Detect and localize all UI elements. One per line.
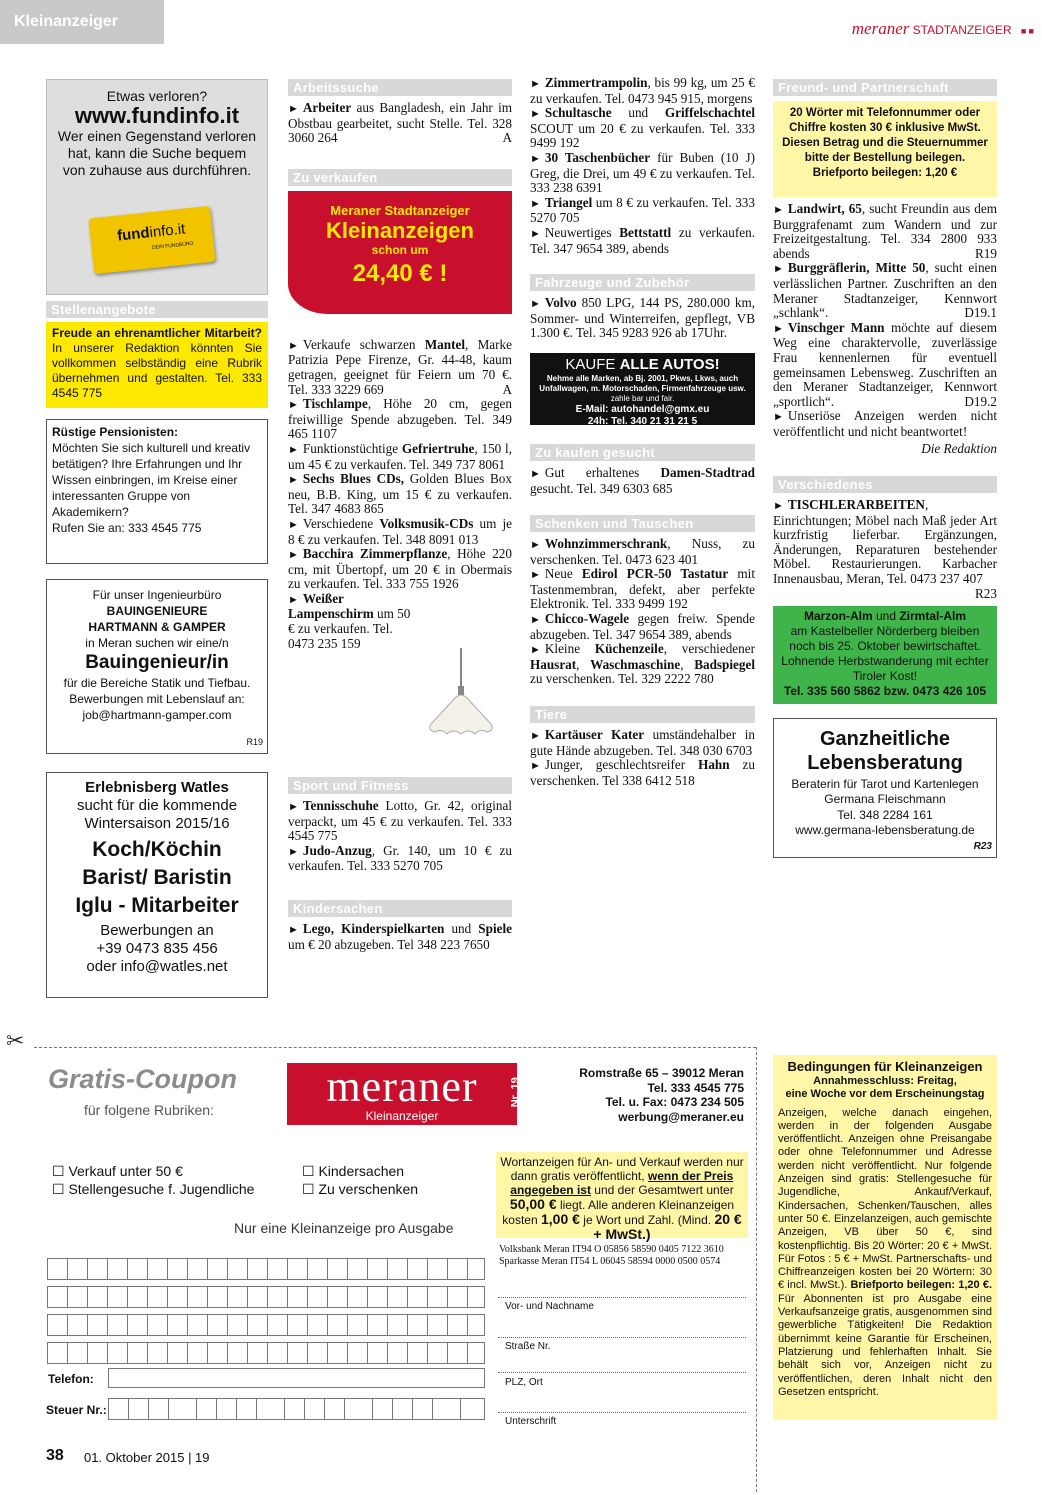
price-t2: wenn der Preis angegeben ist <box>510 1169 734 1197</box>
grid-cell[interactable] <box>368 1315 388 1335</box>
header-fahrzeuge <box>530 274 755 291</box>
header-stellenangebote-text: Stellenangebote <box>51 302 156 317</box>
engineer-email: job@hartmann-gamper.com <box>82 708 232 722</box>
option-verkauf[interactable]: ☐ Verkauf unter 50 € <box>52 1163 183 1179</box>
leben-ref: R23 <box>973 841 992 853</box>
classified-lego: ► Lego, Kinderspielkarten und Spiele um € 20 abzugeben. Tel 348 223 7650 <box>288 920 512 952</box>
grid-cell[interactable] <box>348 1259 368 1279</box>
grid-cell[interactable] <box>468 1259 485 1279</box>
classified-judo: ► Judo-Anzug, Gr. 140, um 10 € zu verkaufen. Tel. 333 5270 705 <box>288 842 512 874</box>
steuer-label: Steuer Nr.: <box>46 1403 107 1417</box>
coupon-title: Gratis-Coupon <box>48 1064 237 1094</box>
classified-trampolin: ► Zimmertrampolin, bis 99 kg, um 25 € zu verkaufen. Tel. 0473 945 915, morgens <box>530 75 755 106</box>
steuer-cell[interactable] <box>433 1399 461 1419</box>
engineer-l2: BAUINGENIEURE <box>106 604 208 618</box>
promo-l3: schon um <box>371 242 429 257</box>
card-logo-a: fund <box>116 224 151 245</box>
price-info <box>496 1152 748 1242</box>
grid-cell[interactable] <box>228 1287 248 1307</box>
grid-cell[interactable] <box>48 1259 68 1279</box>
steuer-cell[interactable] <box>217 1399 237 1419</box>
street-label: Straße Nr. <box>505 1341 551 1352</box>
grid-cell[interactable] <box>348 1343 368 1363</box>
text-row-4[interactable] <box>47 1342 485 1364</box>
header-tiere <box>530 706 755 723</box>
page-number: 38 <box>46 1447 64 1464</box>
fundinfo-line1: Etwas verloren? <box>106 88 208 104</box>
grid-cell[interactable] <box>248 1259 268 1279</box>
engineer-l5: für die Bereiche Statik und Tiefbau. <box>63 676 251 690</box>
brand-script: meraner <box>851 19 910 38</box>
volunteer-ad <box>46 322 268 408</box>
grid-cell[interactable] <box>108 1315 128 1335</box>
header-schenken <box>530 515 755 532</box>
classified-burggraeflerin: ► Burggräflerin, Mitte 50, sucht einen verlässlichen Partner. Zuschriften an den Meraner Stadtanzeiger, Kennwort „schlank“. D19.1 <box>773 260 997 321</box>
header-arbeitssuche <box>288 79 512 96</box>
steuer-cell[interactable] <box>393 1399 413 1419</box>
steuer-cell[interactable] <box>305 1399 325 1419</box>
header-sport-text: Sport und Fitness <box>293 778 409 793</box>
grid-cell[interactable] <box>288 1343 308 1363</box>
grid-cell[interactable] <box>288 1315 308 1335</box>
grid-cell[interactable] <box>268 1343 288 1363</box>
grid-cell[interactable] <box>228 1259 248 1279</box>
pensioners-ad <box>46 419 268 564</box>
steuer-cell[interactable] <box>109 1399 129 1419</box>
grid-cell[interactable] <box>328 1259 348 1279</box>
header-stellenangebote <box>46 301 268 318</box>
grid-cell[interactable] <box>308 1259 328 1279</box>
grid-cell[interactable] <box>428 1287 448 1307</box>
addr4: werbung@meraner.eu <box>618 1109 744 1124</box>
grid-cell[interactable] <box>408 1287 428 1307</box>
header-fahrzeuge-text: Fahrzeuge und Zubehör <box>535 275 690 291</box>
grid-cell[interactable] <box>468 1287 485 1307</box>
engineer-ref: R19 <box>246 737 263 747</box>
alm-and: und <box>872 608 900 623</box>
redaktion-signature: Die Redaktion <box>921 440 997 456</box>
grid-cell[interactable] <box>168 1315 188 1335</box>
grid-cell[interactable] <box>148 1315 168 1335</box>
autos-l2: ALLE AUTOS! <box>619 355 720 373</box>
price-t7: je Wort und Zahl. (Mind. <box>579 1213 715 1227</box>
name-label: Vor- und Nachname <box>505 1301 594 1312</box>
classified-taschenbuecher: ► 30 Taschenbücher für Buben (10 J) Greg, die Drei, um 49 € zu verkaufen. Tel. 333 238 6391 <box>530 149 755 196</box>
phone-field[interactable] <box>108 1368 485 1388</box>
autos-l4: zahle bar und fair. <box>610 393 675 403</box>
conditions-box <box>773 1055 997 1420</box>
classified-chicco: ► Chicco-Wagele gegen freiw. Spende abzugeben. Tel. 347 9654 389, abends <box>530 611 755 642</box>
grid-cell[interactable] <box>368 1343 388 1363</box>
grid-cell[interactable] <box>308 1287 328 1307</box>
grid-cell[interactable] <box>428 1343 448 1363</box>
grid-cell[interactable] <box>88 1259 108 1279</box>
watles-l1: Erlebnisberg Watles <box>85 779 229 796</box>
fundinfo-card <box>88 206 215 274</box>
classified-schultasche: ► Schultasche und Griffelschachtel SCOUT um 20 € zu verkaufen. Tel. 333 9499 192 <box>530 105 755 151</box>
header-gesucht <box>530 444 755 461</box>
section-title: Kleinanzeiger <box>14 13 119 30</box>
classified-wohnzimmerschrank: ► Wohnzimmerschrank, Nuss, zu verschenken. Tel. 0473 623 401 <box>530 536 755 567</box>
partner-note-text: 20 Wörter mit Telefonnummer oder Chiffre kosten 30 € inklusive MwSt. Diesen Betrag und die Steuernummer bitte der Bestellung beilegen. Briefporto beilegen: 1,20 € <box>782 107 988 179</box>
watles-ad <box>46 772 268 998</box>
classified-zimmerpflanze: ► Bacchira Zimmerpflanze, Höhe 220 cm, mit Übertopf, um 20 € in Obermais zu verkaufen. Tel. 333 755 1926 <box>288 546 512 592</box>
steuer-cell[interactable] <box>373 1399 393 1419</box>
leben-phone: Tel. 348 2284 161 <box>837 807 933 822</box>
grid-cell[interactable] <box>348 1315 368 1335</box>
header-partner <box>773 79 997 96</box>
coupon-logo-sub: Kleinanzeiger <box>365 1109 439 1123</box>
classified-damenrad: ► Gut erhaltenes Damen-Stadtrad gesucht. Tel. 349 6303 685 <box>530 464 755 496</box>
autos-l1: KAUFE <box>565 355 620 373</box>
addr2: Tel. 333 4545 775 <box>647 1080 744 1095</box>
brand-logo <box>851 19 1034 39</box>
grid-cell[interactable] <box>148 1343 168 1363</box>
fundinfo-url[interactable]: www.fundinfo.it <box>74 103 240 128</box>
option-verschenken[interactable]: ☐ Zu verschenken <box>302 1181 419 1197</box>
grid-cell[interactable] <box>148 1287 168 1307</box>
price-t4: 50,00 € <box>509 1196 557 1212</box>
option-kindersachen[interactable]: ☐ Kindersachen <box>302 1163 405 1179</box>
leben-l3: Beraterin für Tarot und Kartenlegen <box>791 776 979 791</box>
grid-cell[interactable] <box>68 1287 88 1307</box>
grid-cell[interactable] <box>168 1287 188 1307</box>
classified-hahn: ► Junger, geschlechtsreifer Hahn zu verschenken. Tel 338 6412 518 <box>530 757 755 788</box>
header-verschiedenes <box>773 476 997 493</box>
watles-email: oder info@watles.net <box>86 958 228 975</box>
column-3 <box>530 76 755 788</box>
addr3: Tel. u. Fax: 0473 234 505 <box>605 1095 744 1109</box>
pensioners-text: Möchten Sie sich kulturell und kreativ betätigen? Ihre Erfahrungen und Ihr Wissen einbringen, im Kreise einer interessanten Gruppe von Akademikern? <box>52 441 251 519</box>
grid-cell[interactable] <box>368 1287 388 1307</box>
column-2-lower <box>288 777 512 952</box>
grid-cell[interactable] <box>148 1259 168 1279</box>
watles-l3: Wintersaison 2015/16 <box>84 815 230 832</box>
steuer-cell[interactable] <box>257 1399 285 1419</box>
grid-cell[interactable] <box>308 1315 328 1335</box>
grid-cell[interactable] <box>108 1343 128 1363</box>
bank-sparkasse: Sparkasse Meran IT54 L 06045 58594 0000 0500 0574 <box>499 1256 721 1267</box>
leben-l1: Ganzheitliche <box>819 727 951 750</box>
promo-box <box>288 191 512 314</box>
signature-line[interactable] <box>498 1412 746 1413</box>
header-tiere-text: Tiere <box>535 707 568 723</box>
steuer-cell[interactable] <box>325 1399 345 1419</box>
coupon-logo <box>287 1062 522 1125</box>
city-line[interactable] <box>498 1372 746 1373</box>
volunteer-text: In unserer Redaktion könnten Sie vollkommen selbständig eine Rubrik übernehmen und gestalten. Tel. 333 4545 775 <box>52 341 262 400</box>
grid-cell[interactable] <box>108 1287 128 1307</box>
grid-cell[interactable] <box>268 1259 288 1279</box>
grid-cell[interactable] <box>88 1315 108 1335</box>
grid-cell[interactable] <box>308 1343 328 1363</box>
grid-cell[interactable] <box>448 1343 468 1363</box>
classified-bettstattl: ► Neuwertiges Bettstattl zu verkaufen. Tel. 347 9654 389, abends <box>530 224 755 256</box>
classified-vinschger: ► Vinschger Mann möchte auf diesem Weg eine charaktervolle, zuverlässige Frau kennenlernen für eventuell gemeinsamen Lebensweg. Zuschriften an den Meraner Stadtanzeiger, Kennwort „sportlich“. D19.2 <box>773 319 998 409</box>
grid-cell[interactable] <box>368 1259 388 1279</box>
classified-triangel: ► Triangel um 8 € zu verkaufen. Tel. 333 5270 705 <box>530 194 755 226</box>
watles-job1: Koch/Köchin <box>92 838 222 861</box>
grid-cell[interactable] <box>208 1343 228 1363</box>
alm-text: am Kastelbeller Nörderberg bleiben noch bis 25. Oktober bewirtschaftet. Lohnende Herbstwanderung mit echter Tiroler Kost! <box>781 623 989 683</box>
grid-cell[interactable] <box>388 1287 408 1307</box>
issue-date: 01. Oktober 2015 | 19 <box>84 1450 210 1465</box>
cut-line <box>34 1047 756 1048</box>
classified-kater: ► Kartäuser Kater umständehalber in gute Hände abzugeben. Tel. 348 030 6703 <box>530 727 755 758</box>
header-kinder <box>288 900 512 917</box>
steuer-cell[interactable] <box>285 1399 305 1419</box>
grid-cell[interactable] <box>228 1343 248 1363</box>
conditions-text: Anzeigen, welche danach eingehen, werden in der folgenden Ausgabe veröffentlicht. Anzeigen ohne Preisangabe oder ohne Telefonnummer und Adresse werden nicht veröffentlicht. Nur folgende Anzeigen sind gratis: Stellengesuche für Jugendliche, Ankauf/Verkauf, Kindersachen, Schenken/Tauschen, alles unter 50 €. Einzelanzeigen, auch gemischte Anzeigen, VB über 50 €, sind kostenpflichtig. Bis 20 Wörter: 20 € + MwSt. Für Fotos : 5 € + MwSt. Partnerschafts- und Chiffreanzeigen kosten bei 20 Wörtern: 30 € incl. MwSt.). Briefporto beilegen: 1,20 €. Für Abonnenten ist pro Ausgabe eine Verkaufsanzeige gratis, ausgenommen sind gewerbliche Tätigkeiten! Die Redaktion übernimmt keine Garantie für Erscheinen, Platzierung und fehlerhaften Inhalt. Sie behält sich vor, Anzeigen nicht zu veröffentlichen, deren Inhalt nicht den Gesetzen entspricht. <box>778 1106 993 1398</box>
card-sub: DEIN FUNDBÜRO <box>151 240 194 251</box>
bank-info <box>499 1244 751 1268</box>
grid-cell[interactable] <box>108 1259 128 1279</box>
price-t6: 1,00 € <box>541 1211 580 1227</box>
watles-job3: Iglu - Mitarbeiter <box>75 894 239 917</box>
autos-email: E-Mail: autohandel@gmx.eu <box>575 403 710 415</box>
header-sport <box>288 777 512 794</box>
grid-cell[interactable] <box>448 1315 468 1335</box>
header-zuverkaufen-text: Zu verkaufen <box>293 169 378 185</box>
lampshade-image <box>425 648 497 740</box>
name-line[interactable] <box>498 1297 746 1298</box>
grid-cell[interactable] <box>128 1287 148 1307</box>
grid-cell[interactable] <box>168 1259 188 1279</box>
classified-mantel: ► Verkaufe schwarzen Mantel, Marke Patrizia Pepe Firenze, Gr. 44-48, kaum getragen, geeignet für Feiern um 70 €. Tel. 333 3229 669 A <box>288 336 512 397</box>
grid-cell[interactable] <box>208 1315 228 1335</box>
header-verschiedenes-text: Verschiedenes <box>778 477 873 493</box>
price-t5: liegt. Alle anderen Kleinanzeigen kosten <box>502 1198 735 1227</box>
bank-volksbank: Volksbank Meran IT94 O 05856 58590 0405 7122 3610 <box>499 1244 724 1255</box>
coupon-subtitle: für folgene Rubriken: <box>84 1102 214 1118</box>
grid-cell[interactable] <box>48 1315 68 1335</box>
header-arbeitssuche-text: Arbeitssuche <box>293 80 379 95</box>
classified-tennisschuhe: ► Tennisschuhe Lotto, Gr. 42, original verpackt, um 45 € zu verkaufen. Tel. 333 4545 775 <box>288 798 512 844</box>
signature-label: Unterschrift <box>505 1416 557 1427</box>
alm-phone: Tel. 335 560 5862 bzw. 0473 426 105 <box>783 683 987 698</box>
watles-job2: Barist/ Baristin <box>82 866 232 889</box>
leben-l4: Germana Fleischmann <box>824 792 946 807</box>
steuer-cell[interactable] <box>129 1399 149 1419</box>
volunteer-heading: Freude an ehrenamtlicher Mitarbeit? <box>52 326 262 340</box>
steuer-cell[interactable] <box>237 1399 257 1419</box>
grid-cell[interactable] <box>188 1287 208 1307</box>
section-tab <box>0 0 164 44</box>
grid-cell[interactable] <box>348 1287 368 1307</box>
conditions-sub2: eine Woche vor dem Erscheinungstag <box>785 1088 985 1101</box>
grid-cell[interactable] <box>288 1287 308 1307</box>
grid-cell[interactable] <box>428 1259 448 1279</box>
engineer-l6: Bewerbungen mit Lebenslauf an: <box>69 692 245 706</box>
pensioners-phone: Rufen Sie an: 333 4545 775 <box>52 521 202 535</box>
grid-cell[interactable] <box>448 1287 468 1307</box>
promo-l1: Meraner Stadtanzeiger <box>330 202 470 218</box>
grid-cell[interactable] <box>208 1259 228 1279</box>
watles-l4: Bewerbungen an <box>100 922 214 939</box>
autos-l3: Nehme alle Marken, ab Bj. 2001, Pkws, Lkws, auch Unfallwagen, m. Motorschaden, Firmenfahrzeuge usw. <box>539 373 746 393</box>
grid-cell[interactable] <box>408 1343 428 1363</box>
grid-cell[interactable] <box>328 1343 348 1363</box>
grid-cell[interactable] <box>428 1315 448 1335</box>
promo-price: 24,40 € ! <box>352 259 448 287</box>
steuer-cell[interactable] <box>169 1399 197 1419</box>
alm-name2: Zirmtal-Alm <box>899 608 967 623</box>
grid-cell[interactable] <box>48 1343 68 1363</box>
grid-cell[interactable] <box>208 1287 228 1307</box>
steuer-cell[interactable] <box>413 1399 433 1419</box>
grid-cell[interactable] <box>88 1287 108 1307</box>
promo-l2: Kleinanzeigen <box>326 217 474 243</box>
header-schenken-text: Schenken und Tauschen <box>535 516 694 532</box>
classified-kuechenzeile: ► Kleine Küchenzeile, verschiedener Hausrat, Waschmaschine, Badspiegel zu verschenken. Tel. 329 2222 780 <box>530 641 756 687</box>
text-row-3[interactable] <box>47 1314 485 1336</box>
classified-volksmusik: ► Verschiedene Volksmusik-CDs um je 8 € zu verkaufen. Tel. 348 8091 013 <box>288 515 512 547</box>
grid-cell[interactable] <box>248 1315 268 1335</box>
grid-cell[interactable] <box>128 1343 148 1363</box>
classified-tischlampe: ► Tischlampe, Höhe 20 cm, gegen freiwillige Spende abzugeben. Tel. 349 465 1107 <box>288 396 512 442</box>
grid-cell[interactable] <box>268 1287 288 1307</box>
engineer-ad <box>46 579 268 754</box>
classified-arbeiter: ► Arbeiter aus Bangladesh, ein Jahr im Obstbau gearbeitet, sucht Stelle. Tel. 328 3060 264 A <box>288 100 512 146</box>
card-logo-b: info.it <box>148 220 187 242</box>
grid-cell[interactable] <box>448 1259 468 1279</box>
addr1: Romstraße 65 – 39012 Meran <box>579 1066 744 1080</box>
phone-label: Telefon: <box>48 1372 94 1386</box>
grid-cell[interactable] <box>188 1315 208 1335</box>
grid-cell[interactable] <box>168 1343 188 1363</box>
grid-cell[interactable] <box>388 1259 408 1279</box>
redaktion-note: ► Unseriöse Anzeigen werden nicht veröffentlicht und nicht beantwortet! <box>773 408 997 439</box>
autos-phone: 24h: Tel. 340 21 31 21 5 <box>587 415 698 427</box>
grid-cell[interactable] <box>388 1315 408 1335</box>
grid-cell[interactable] <box>248 1287 268 1307</box>
grid-cell[interactable] <box>328 1287 348 1307</box>
coupon-address <box>556 1066 744 1124</box>
option-stellengesuche[interactable]: ☐ Stellengesuche f. Jugendliche <box>52 1181 255 1197</box>
steuer-cell[interactable] <box>345 1399 373 1419</box>
coupon-logo-text: meraner <box>326 1062 478 1111</box>
grid-cell[interactable] <box>288 1259 308 1279</box>
fundinfo-text: Wer einen Gegenstand verloren hat, kann die Suche bequem von zuhause aus durchführen. <box>57 128 257 178</box>
grid-cell[interactable] <box>188 1343 208 1363</box>
partner-note <box>773 101 997 197</box>
grid-cell[interactable] <box>468 1343 485 1363</box>
classified-tischler: ► TISCHLERARBEITEN, Einrichtungen; Möbel nach Maß jeder Art kurzfristig lieferbar. Ergänzungen, Änderungen, Reparaturen bestehender Möbel. Restaurierungen. Karbacher Innenausbau, Meran, Tel. 0473 237 407 R23 <box>773 497 997 601</box>
street-line[interactable] <box>498 1337 746 1338</box>
header-kinder-text: Kindersachen <box>293 900 383 916</box>
fundinfo-ad <box>46 79 268 295</box>
watles-l2: sucht für die kommende <box>76 797 238 814</box>
scissors-icon: ✂ <box>6 1028 25 1053</box>
grid-cell[interactable] <box>68 1315 88 1335</box>
alm-name1: Marzon-Alm <box>803 608 873 623</box>
text-row-2[interactable] <box>47 1286 485 1308</box>
conditions-sub1: Annahmesschluss: Freitag, <box>813 1075 957 1087</box>
header-zuverkaufen <box>288 169 512 186</box>
grid-cell[interactable] <box>408 1259 428 1279</box>
pensioners-heading: Rüstige Pensionisten: <box>52 425 179 439</box>
grid-cell[interactable] <box>468 1315 485 1335</box>
grid-cell[interactable] <box>68 1343 88 1363</box>
engineer-l1: Für unser Ingenieurbüro <box>92 588 222 602</box>
cut-line-vertical <box>756 1047 757 1492</box>
autos-ad <box>530 353 755 425</box>
engineer-l4: in Meran suchen wir eine/n <box>85 636 229 650</box>
grid-cell[interactable] <box>248 1343 268 1363</box>
grid-cell[interactable] <box>128 1315 148 1335</box>
brand-dots: ■ ■ <box>1020 26 1034 36</box>
grid-cell[interactable] <box>68 1259 88 1279</box>
price-t1: Wortanzeigen für An- und Verkauf werden nur dann gratis veröffentlicht, <box>500 1155 744 1183</box>
steuer-cell[interactable] <box>149 1399 169 1419</box>
grid-cell[interactable] <box>268 1315 288 1335</box>
grid-cell[interactable] <box>188 1259 208 1279</box>
column-4 <box>773 79 997 858</box>
header-gesucht-text: Zu kaufen gesucht <box>535 444 655 460</box>
grid-cell[interactable] <box>88 1343 108 1363</box>
grid-cell[interactable] <box>228 1315 248 1335</box>
price-t8: 20 € + MwSt.) <box>593 1211 742 1242</box>
one-per-issue: Nur eine Kleinanzeige pro Ausgabe <box>234 1220 454 1236</box>
leben-web: www.germana-lebensberatung.de <box>795 823 975 838</box>
classified-blues-cds: ► Sechs Blues CDs, Golden Blues Box neu, B.B. King, um 15 € zu verkaufen. Tel. 347 4683 865 <box>288 471 512 517</box>
steuer-field[interactable] <box>108 1398 485 1420</box>
watles-phone: +39 0473 835 456 <box>96 940 218 957</box>
classified-lampenschirm: ► Weißer Lampenschirm um 50 € zu verkaufen. Tel. 0473 235 159 <box>288 590 411 651</box>
classified-volvo: ► Volvo 850 LPG, 144 PS, 280.000 km, Sommer- und Winterreifen, gepflegt, VB 1.300 €. Tel. 345 9283 926 ab 17Uhr. <box>530 295 755 341</box>
conditions-title: Bedingungen für Kleinanzeigen <box>787 1059 983 1074</box>
city-label: PLZ, Ort <box>505 1377 543 1388</box>
brand-rest: STADTANZEIGER <box>912 23 1012 37</box>
steuer-cell[interactable] <box>197 1399 217 1419</box>
classified-landwirt: ► Landwirt, 65, sucht Freundin aus dem Burggrafenamt zum Wandern und zur Freizeitgestaltung. Tel. 334 2800 933 abends R19 <box>773 201 997 261</box>
text-row-1[interactable] <box>47 1258 485 1280</box>
price-t3: und der Gesamtwert unter <box>590 1183 734 1197</box>
classified-edirol: ► Neue Edirol PCR-50 Tastatur mit Tastenmembran, defekt, aber perfekte Elektronik. Tel. 333 9499 192 <box>530 566 755 612</box>
lebensberatung-ad <box>773 718 997 858</box>
column-2 <box>288 79 512 651</box>
alm-ad <box>773 606 997 704</box>
grid-cell[interactable] <box>408 1315 428 1335</box>
grid-cell[interactable] <box>328 1315 348 1335</box>
coupon-logo-nr: Nr. 19 <box>509 1077 522 1108</box>
engineer-l3: HARTMANN & GAMPER <box>88 620 226 634</box>
grid-cell[interactable] <box>48 1287 68 1307</box>
grid-cell[interactable] <box>128 1259 148 1279</box>
header-partner-text: Freund- und Partnerschaft <box>778 80 949 95</box>
leben-l2: Lebensberatung <box>807 751 963 774</box>
engineer-title: Bauingenieur/in <box>85 652 229 673</box>
grid-cell[interactable] <box>388 1343 408 1363</box>
classified-gefriertruhe: ► Funktionstüchtige Gefriertruhe, 150 l, um 45 € zu verkaufen. Tel. 349 737 8061 <box>288 440 512 472</box>
